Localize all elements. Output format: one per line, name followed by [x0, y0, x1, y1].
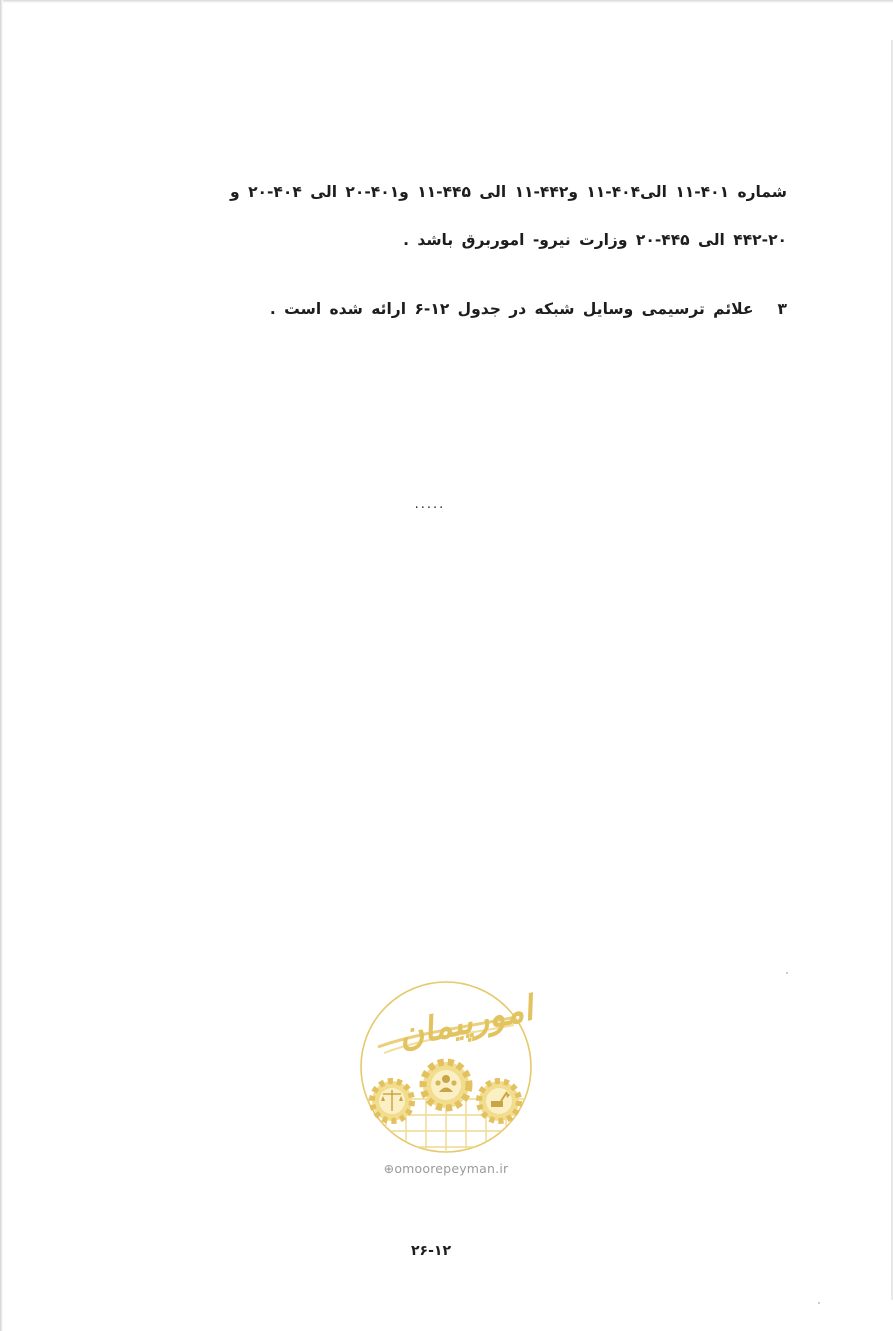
section-separator: .....: [414, 497, 446, 512]
scan-left-edge: [0, 0, 3, 1331]
watermark-url: ⊕omoorepeyman.ir: [383, 1161, 509, 1176]
scan-speck: [818, 1302, 820, 1304]
scan-speck: [786, 972, 788, 974]
scales-icon: [372, 1081, 412, 1121]
list-item-text: علائم ترسیمی وسایل شبکه در جدول ۱۲-۶ ارائه شده است .: [269, 300, 754, 318]
scan-top-edge: [0, 0, 893, 3]
watermark-emblem: [356, 975, 536, 1161]
paragraph-line-2: ۴۴۲-۲۰ الی ۴۴۵-۲۰ وزارت نیرو- اموربرق باشد .: [403, 231, 787, 249]
paragraph-line-1: شماره ۴۰۱-۱۱ الی۴۰۴-۱۱ و۴۴۲-۱۱ الی ۴۴۵-۱۱ و۴۰۱-۲۰ الی ۴۰۴-۲۰ و: [230, 183, 787, 201]
list-item-3: [270, 300, 787, 318]
page-number: ۲۶-۱۲: [411, 1243, 451, 1259]
people-icon: [423, 1062, 469, 1108]
list-item-number: ۳: [777, 300, 787, 318]
watermark-brand-text: امورپیمان: [394, 988, 536, 1056]
watermark-logo: [356, 975, 536, 1185]
globe-icon: ⊕: [383, 1161, 395, 1176]
excavator-icon: [479, 1081, 519, 1121]
